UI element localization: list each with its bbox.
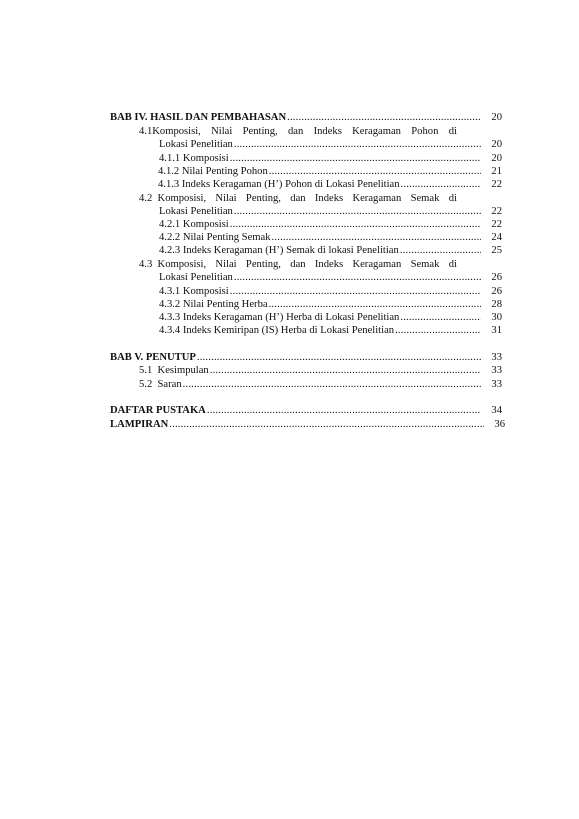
- toc-entry-4-3-first-line[interactable]: [139, 258, 457, 271]
- toc-entry-words: 4.1Komposisi, Nilai Penting, dan Indeks Keragaman Pohon di: [139, 126, 457, 137]
- toc-entry-title: Lokasi Penelitian: [159, 272, 233, 283]
- toc-entry-title: 4.1.3 Indeks Keragaman (H’) Pohon di Lokasi Penelitian: [158, 179, 400, 190]
- toc-entry-4-3-4[interactable]: [159, 324, 502, 337]
- toc-entry-title: BAB IV. HASIL DAN PEMBAHASAN: [110, 112, 287, 123]
- toc-entry-page: 22: [491, 206, 502, 217]
- toc-entry-4-2-1[interactable]: [159, 218, 502, 231]
- toc-entry-title: BAB V. PENUTUP: [110, 352, 196, 363]
- toc-entry-title: 4.2.3 Indeks Keragaman (H’) Semak di lokasi Penelitian: [159, 245, 399, 256]
- dot-leader: [207, 404, 481, 417]
- toc-entry-page: 20: [491, 153, 502, 164]
- toc-entry-words: 4.2 Komposisi, Nilai Penting, dan Indeks Keragaman Semak di: [139, 193, 457, 204]
- toc-entry-page: 20: [491, 112, 502, 123]
- toc-entry-4-2[interactable]: [159, 205, 502, 218]
- toc-entry-page: 20: [491, 139, 502, 150]
- toc-entry-page: 33: [491, 352, 502, 363]
- toc-entry-page: 36: [494, 419, 505, 430]
- dot-leader: [401, 178, 481, 191]
- dot-leader: [272, 231, 481, 244]
- dot-leader: [169, 418, 484, 431]
- toc-entry-title: 4.3.3 Indeks Keragaman (H’) Herba di Lokasi Penelitian: [159, 312, 400, 323]
- toc-entry-page: 22: [491, 179, 502, 190]
- section-number: 4.3: [139, 259, 153, 270]
- toc-entry-page: 33: [491, 379, 502, 390]
- toc-entry-5-2[interactable]: [139, 378, 502, 391]
- toc-entry-title: Lokasi Penelitian: [159, 206, 233, 217]
- dot-leader: [210, 364, 481, 377]
- toc-entry-page: 33: [491, 365, 502, 376]
- toc-entry-page: 31: [491, 325, 502, 336]
- toc-entry-title: 4.3.4 Indeks Kemiripan (IS) Herba di Lokasi Penelitian: [159, 325, 395, 336]
- toc-entry-page: 28: [491, 299, 502, 310]
- toc-entry-title: DAFTAR PUSTAKA: [110, 405, 206, 416]
- toc-entry-4-1-3[interactable]: [158, 178, 502, 191]
- toc-entry-bab-4[interactable]: [110, 111, 502, 124]
- dot-leader: [230, 152, 481, 165]
- toc-entry-words: 4.3 Komposisi, Nilai Penting, dan Indeks Keragaman Semak di: [139, 259, 457, 270]
- toc-entry-4-3-1[interactable]: [159, 285, 502, 298]
- toc-entry-page: 26: [491, 286, 502, 297]
- dot-leader: [197, 351, 481, 364]
- dot-leader: [230, 218, 481, 231]
- toc-entry-4-3-2[interactable]: [159, 298, 502, 311]
- dot-leader: [234, 138, 481, 151]
- toc-entry-bab-5[interactable]: [110, 351, 502, 364]
- toc-entry-title: 4.3.1 Komposisi: [159, 286, 229, 297]
- toc-entry-title: 5.2 Saran: [139, 379, 182, 390]
- toc-entry-page: 24: [491, 232, 502, 243]
- toc-entry-title: LAMPIRAN: [110, 419, 169, 430]
- toc-entry-4-2-first-line[interactable]: [139, 192, 457, 205]
- toc-entry-title: 5.1 Kesimpulan: [139, 365, 209, 376]
- toc-entry-page: 30: [491, 312, 502, 323]
- dot-leader: [269, 165, 481, 178]
- toc-entry-title: 4.2.1 Komposisi: [159, 219, 229, 230]
- toc-entry-4-2-2[interactable]: [159, 231, 502, 244]
- toc-entry-4-3-3[interactable]: [159, 311, 502, 324]
- dot-leader: [287, 111, 481, 124]
- section-number: 4.2: [139, 193, 153, 204]
- dot-leader: [400, 311, 481, 324]
- toc-entry-title: Lokasi Penelitian: [159, 139, 233, 150]
- toc-entry-page: 26: [491, 272, 502, 283]
- toc-entry-4-1[interactable]: [159, 138, 502, 151]
- toc-entry-5-1[interactable]: [139, 364, 502, 377]
- dot-leader: [234, 271, 481, 284]
- toc-entry-page: 25: [491, 245, 502, 256]
- toc-entry-lampiran[interactable]: [110, 418, 505, 431]
- toc-entry-title: 4.3.2 Nilai Penting Herba: [159, 299, 268, 310]
- dot-leader: [234, 205, 481, 218]
- toc-entry-title: 4.1.1 Komposisi: [159, 153, 229, 164]
- dot-leader: [400, 244, 481, 257]
- toc-entry-page: 22: [491, 219, 502, 230]
- toc-entry-page: 34: [491, 405, 502, 416]
- toc-entry-page: 21: [491, 166, 502, 177]
- toc-entry-4-1-first-line[interactable]: [139, 125, 457, 138]
- toc-entry-4-3[interactable]: [159, 271, 502, 284]
- toc-entry-4-2-3[interactable]: [159, 244, 502, 257]
- dot-leader: [395, 324, 481, 337]
- toc-entry-title: 4.2.2 Nilai Penting Semak: [159, 232, 271, 243]
- toc-entry-title: 4.1.2 Nilai Penting Pohon: [158, 166, 268, 177]
- toc-entry-4-1-2[interactable]: [158, 165, 502, 178]
- dot-leader: [269, 298, 481, 311]
- toc-entry-4-1-1[interactable]: [159, 152, 502, 165]
- toc-entry-daftar-pustaka[interactable]: [110, 404, 502, 417]
- dot-leader: [183, 378, 481, 391]
- dot-leader: [230, 285, 481, 298]
- section-number: 4.1: [139, 126, 153, 137]
